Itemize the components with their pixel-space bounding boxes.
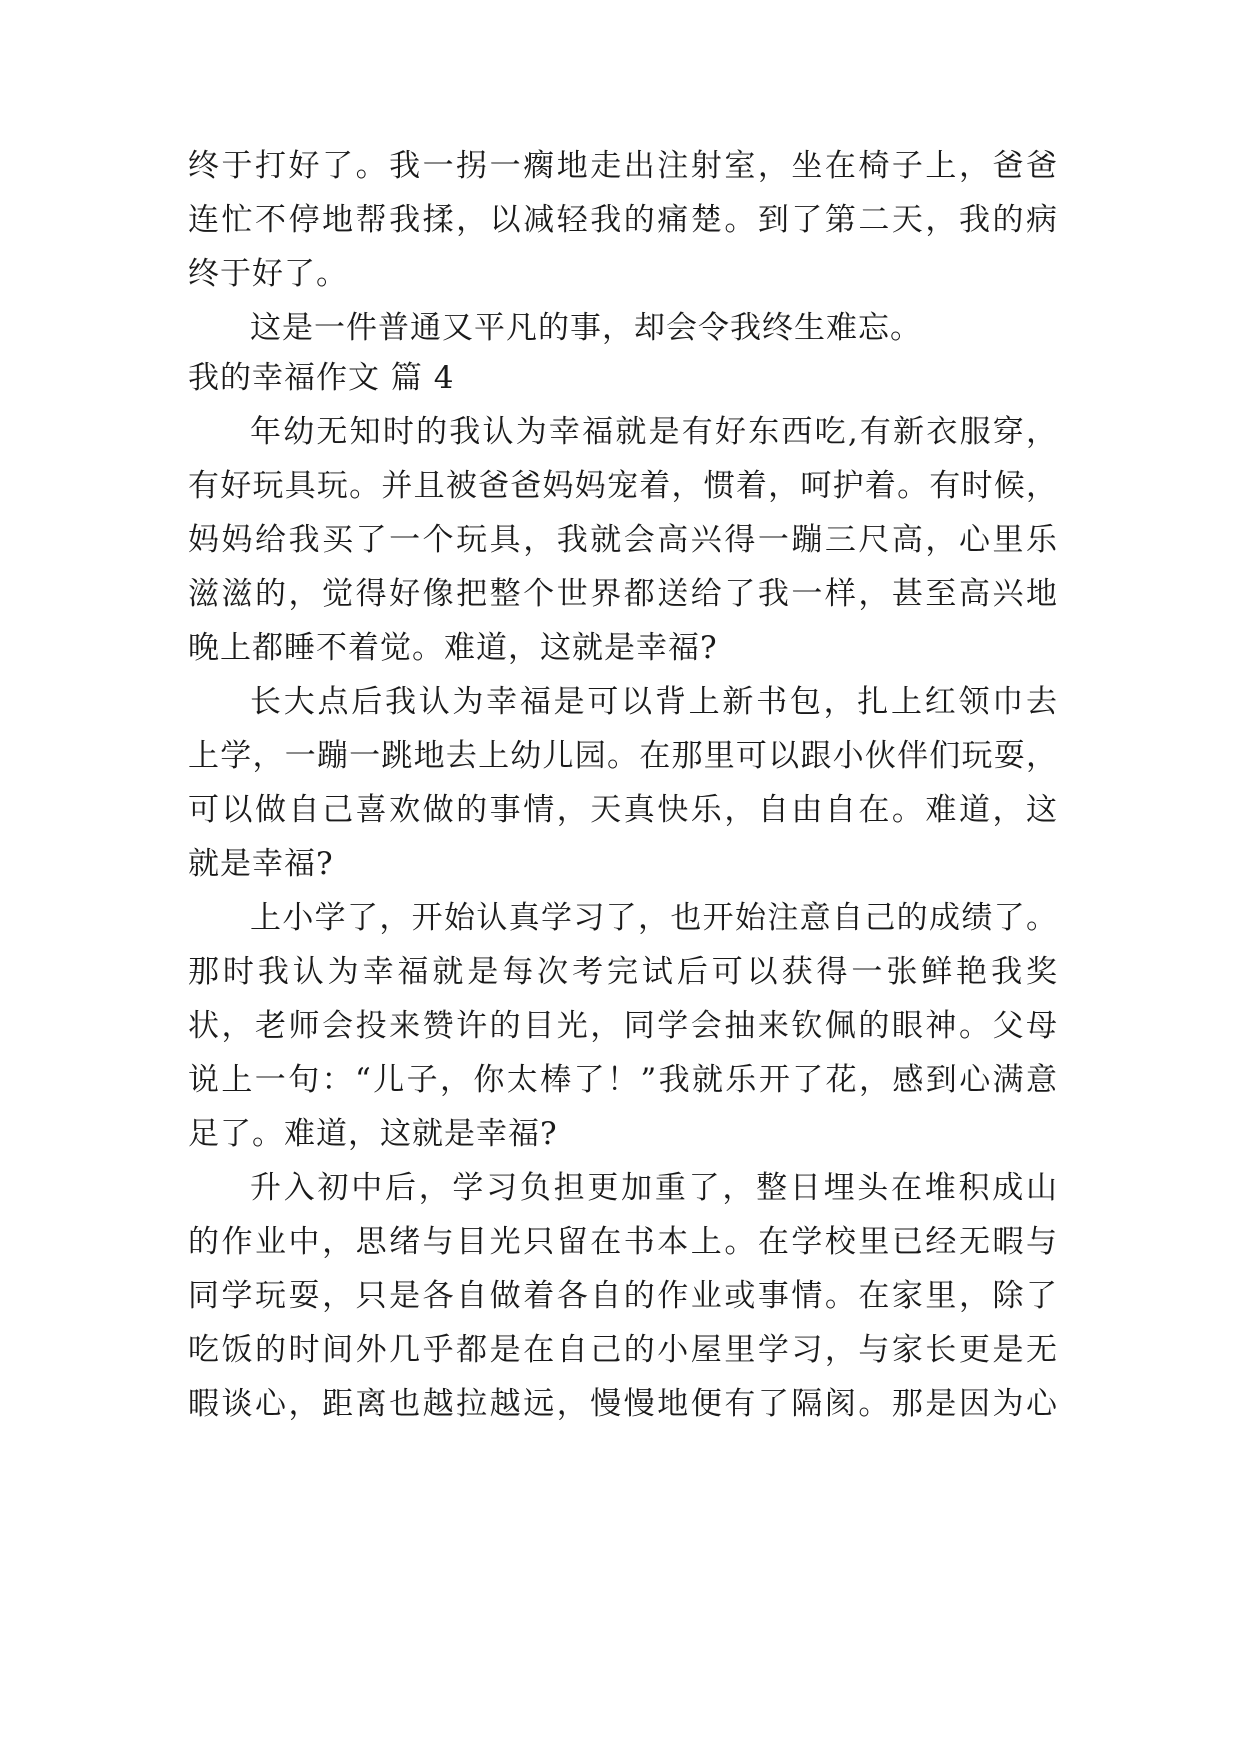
section-heading: 我的幸福作文 篇 4	[188, 360, 455, 396]
paragraph-first-line: 升入初中后，学习负担更加重了，整日埋头在堆积成山	[250, 1170, 1058, 1206]
text-line: 终于打好了。我一拐一瘸地走出注射室，坐在椅子上，爸爸	[188, 148, 1058, 184]
text-line: 连忙不停地帮我揉，以减轻我的痛楚。到了第二天，我的病	[188, 202, 1058, 238]
text-line: 就是幸福?	[188, 846, 334, 882]
text-line: 同学玩耍，只是各自做着各自的作业或事情。在家里，除了	[188, 1278, 1058, 1314]
text-line: 上学，一蹦一跳地去上幼儿园。在那里可以跟小伙伴们玩耍，	[188, 738, 1058, 774]
text-line: 足了。难道，这就是幸福?	[188, 1116, 558, 1152]
text-line: 妈妈给我买了一个玩具，我就会高兴得一蹦三尺高，心里乐	[188, 522, 1058, 558]
text-line: 晚上都睡不着觉。难道，这就是幸福?	[188, 630, 718, 666]
paragraph-first-line: 这是一件普通又平凡的事，却会令我终生难忘。	[250, 310, 922, 346]
paragraph-first-line: 年幼无知时的我认为幸福就是有好东西吃,有新衣服穿，	[250, 414, 1058, 450]
text-line: 的作业中，思绪与目光只留在书本上。在学校里已经无暇与	[188, 1224, 1058, 1260]
paragraph-first-line: 长大点后我认为幸福是可以背上新书包，扎上红领巾去	[250, 684, 1058, 720]
text-line: 滋滋的，觉得好像把整个世界都送给了我一样，甚至高兴地	[188, 576, 1058, 612]
text-line: 状，老师会投来赞许的目光，同学会抽来钦佩的眼神。父母	[188, 1008, 1058, 1044]
text-line: 暇谈心，距离也越拉越远，慢慢地便有了隔阂。那是因为心	[188, 1386, 1058, 1422]
text-line: 有好玩具玩。并且被爸爸妈妈宠着，惯着，呵护着。有时候，	[188, 468, 1058, 504]
text-line: 终于好了。	[188, 256, 348, 292]
text-line: 说上一句：“儿子，你太棒了！”我就乐开了花，感到心满意	[188, 1062, 1058, 1098]
text-line: 吃饭的时间外几乎都是在自己的小屋里学习，与家长更是无	[188, 1332, 1058, 1368]
text-line: 那时我认为幸福就是每次考完试后可以获得一张鲜艳我奖	[188, 954, 1058, 990]
paragraph-first-line: 上小学了，开始认真学习了，也开始注意自己的成绩了。	[250, 900, 1058, 936]
text-line: 可以做自己喜欢做的事情，天真快乐，自由自在。难道，这	[188, 792, 1058, 828]
